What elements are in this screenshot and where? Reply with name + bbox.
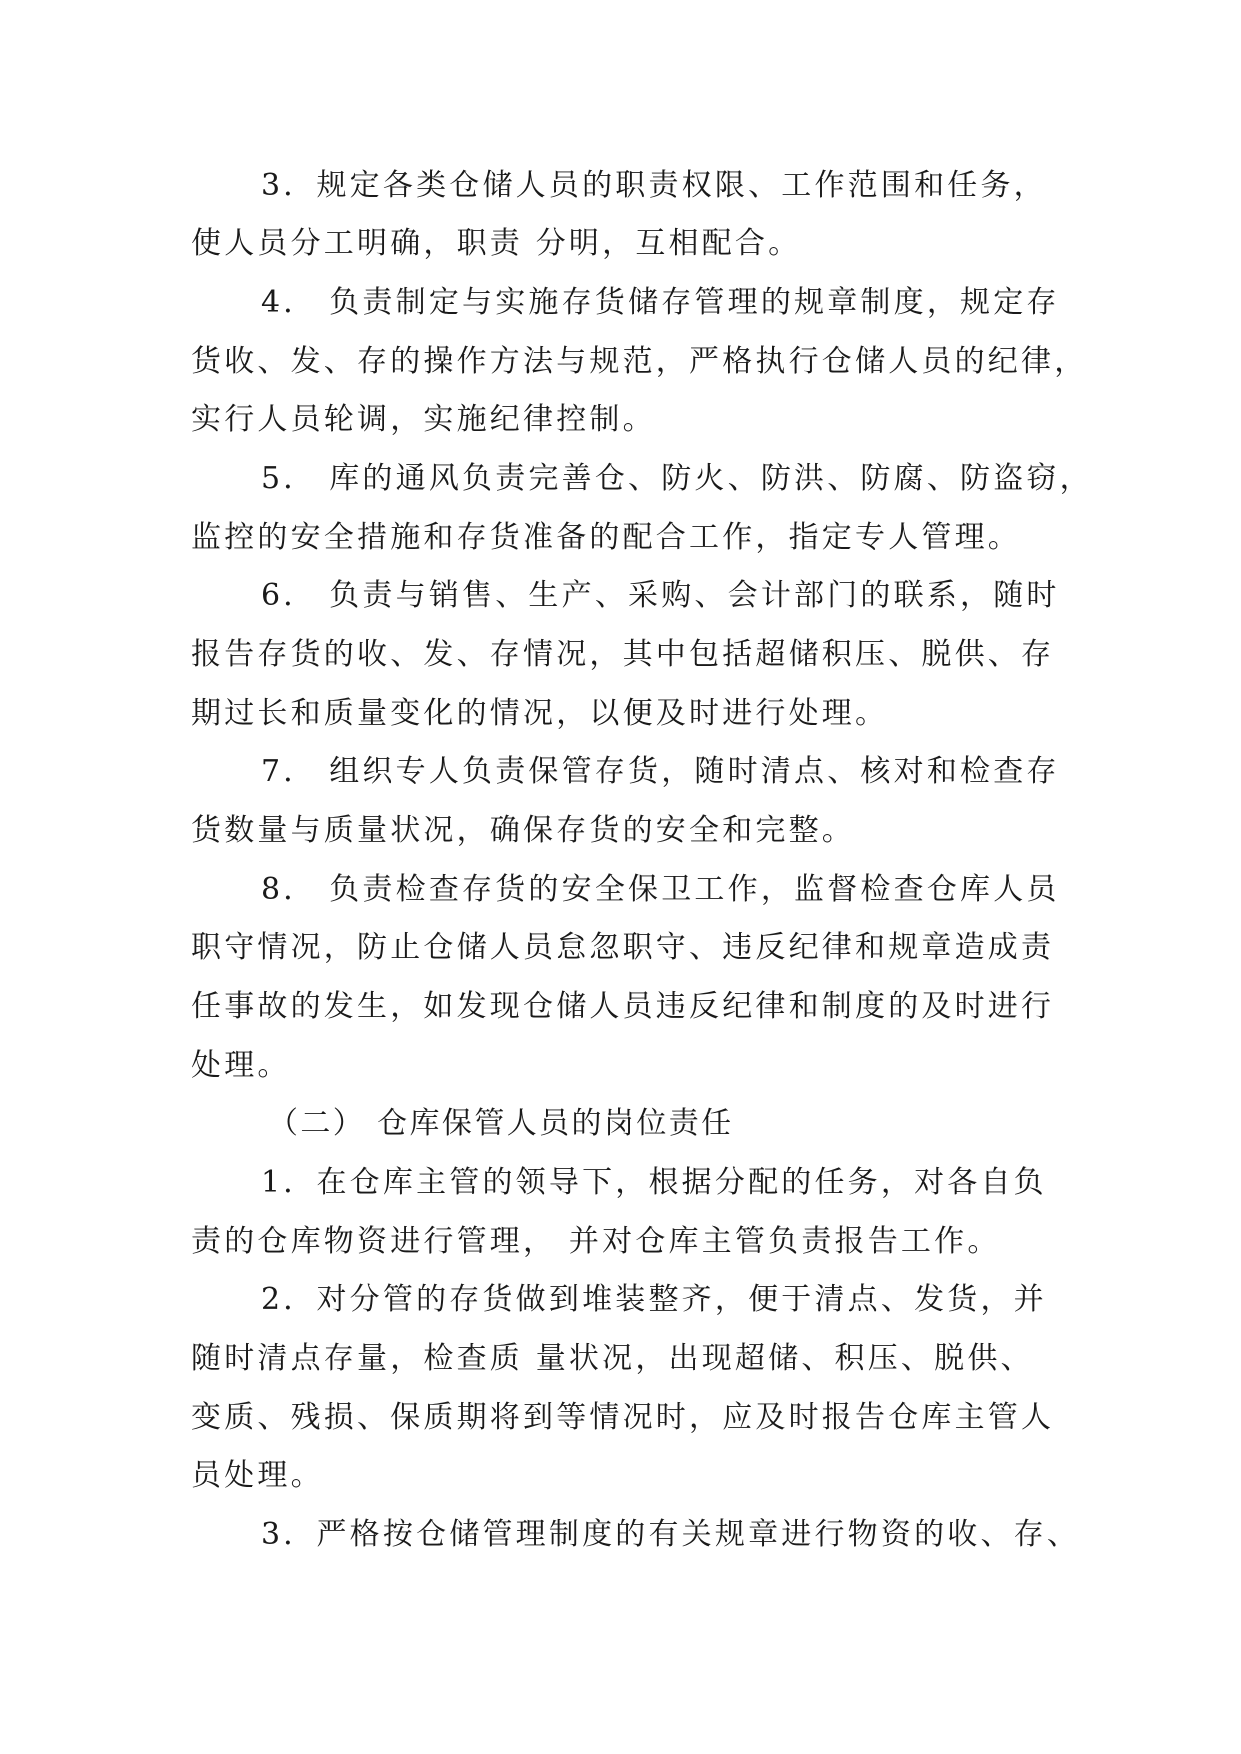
- para-6-line-1: 6． 负责与销售、生产、采购、会计部门的联系，随时: [261, 578, 1060, 613]
- para-6-line-3: 期过长和质量变化的情况，以便及时进行处理。: [191, 696, 889, 731]
- para-7-line-1: 7． 组织专人负责保管存货，随时清点、核对和检查存: [261, 754, 1060, 789]
- para-8-line-4: 处理。: [191, 1048, 291, 1083]
- para-5-line-1: 5． 库的通风负责完善仓、防火、防洪、防腐、防盗窃，: [261, 461, 1093, 496]
- duty-2-line-4: 员处理。: [191, 1458, 324, 1493]
- duty-2-line-3: 变质、残损、保质期将到等情况时，应及时报告仓库主管人: [191, 1400, 1055, 1435]
- duty-1-line-1: 1．在仓库主管的领导下，根据分配的任务，对各自负: [261, 1165, 1047, 1200]
- para-7-line-2: 货数量与质量状况，确保存货的安全和完整。: [191, 813, 855, 848]
- duty-2-line-2: 随时清点存量，检查质 量状况，出现超储、积压、脱供、: [191, 1341, 1034, 1376]
- duty-1-line-2: 责的仓库物资进行管理， 并对仓库主管负责报告工作。: [191, 1224, 1001, 1259]
- para-6-line-2: 报告存货的收、发、存情况，其中包括超储积压、脱供、存: [191, 637, 1055, 672]
- para-4-line-2: 货收、发、存的操作方法与规范，严格执行仓储人员的纪律，: [191, 344, 1088, 379]
- para-5-line-2: 监控的安全措施和存货准备的配合工作，指定专人管理。: [191, 520, 1021, 555]
- duty-2-line-1: 2．对分管的存货做到堆装整齐，便于清点、发货，并: [261, 1282, 1047, 1317]
- para-4-line-3: 实行人员轮调，实施纪律控制。: [191, 402, 656, 437]
- para-3-line-1: 3．规定各类仓储人员的职责权限、工作范围和任务，: [261, 168, 1047, 203]
- section-heading: （二） 仓库保管人员的岗位责任: [268, 1106, 734, 1141]
- para-3-line-2: 使人员分工明确，职责 分明，互相配合。: [191, 226, 802, 261]
- para-8-line-3: 任事故的发生，如发现仓储人员违反纪律和制度的及时进行: [191, 989, 1055, 1024]
- para-4-line-1: 4． 负责制定与实施存货储存管理的规章制度，规定存: [261, 285, 1060, 320]
- para-8-line-1: 8． 负责检查存货的安全保卫工作，监督检查仓库人员: [261, 872, 1060, 907]
- para-8-line-2: 职守情况，防止仓储人员怠忽职守、违反纪律和规章造成责: [191, 930, 1055, 965]
- duty-3-line-1: 3．严格按仓储管理制度的有关规章进行物资的收、存、: [261, 1517, 1081, 1552]
